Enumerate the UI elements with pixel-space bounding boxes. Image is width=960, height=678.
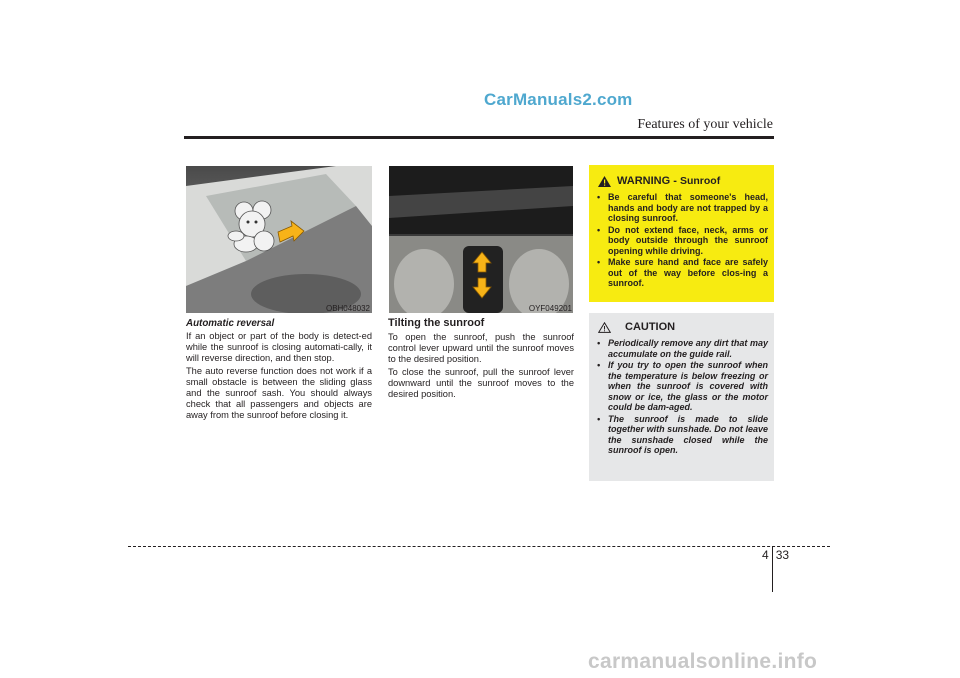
automatic-reversal-heading: Automatic reversal	[186, 318, 275, 329]
tilting-sunroof-heading: Tilting the sunroof	[388, 317, 485, 329]
caution-triangle-icon	[598, 322, 611, 333]
page-number	[762, 548, 789, 562]
footer-rule	[128, 546, 830, 547]
list-item: • Make sure hand and face are safely out of the way before clos-ing a sunroof.	[594, 257, 768, 289]
section-header-title: Features of your vehicle	[637, 117, 773, 132]
list-item: • Be careful that someone's head, hands and body are not trapped by a closing sunroof.	[594, 192, 768, 224]
sunroof-obstacle-illustration	[186, 166, 372, 313]
paragraph: To close the sunroof, pull the sunroof lever downward until the sunroof moves to the desired position.	[388, 367, 574, 399]
image-code-left: OBH048032	[325, 304, 370, 313]
sunroof-obstacle-photo	[186, 166, 372, 313]
left-column-text	[186, 318, 372, 423]
warning-title-prefix: WARNING -	[617, 175, 680, 187]
image-code-middle: OYF049201	[528, 304, 572, 313]
list-item: • If you try to open the sunroof when the temperature is below freezing or when the sunroof is covered with snow or ice, the glass or the motor could be dam-aged.	[594, 360, 768, 413]
caution-title: CAUTION	[625, 321, 676, 333]
paragraph: The auto reverse function does not work if a small obstacle is between the sliding glass and the sunroof sash. You should always check that all passengers and objects are away from the sunroof before closing it.	[186, 366, 372, 420]
warning-triangle-icon	[598, 176, 611, 187]
header-rule	[184, 136, 774, 139]
paragraph: If an object or part of the body is detect-ed while the sunroof is closing automati-cally, it will reverse direction, and then stop.	[186, 331, 372, 363]
watermark-bottom: carmanualsonline.info	[588, 650, 818, 673]
page-number-divider	[772, 546, 773, 592]
warning-list	[594, 192, 768, 290]
paragraph: To open the sunroof, push the sunroof control lever upward until the sunroof moves to the desired position.	[388, 332, 574, 364]
caution-box	[589, 313, 774, 481]
chapter-number: 4	[762, 548, 769, 562]
sunroof-lever-illustration	[389, 166, 573, 313]
page-number-value: 33	[775, 548, 790, 562]
watermark-top: CarManuals2.com	[484, 90, 633, 109]
warning-title	[617, 175, 720, 187]
list-item: • Do not extend face, neck, arms or body outside through the sunroof opening while driving.	[594, 225, 768, 257]
warning-box	[589, 165, 774, 302]
caution-list	[594, 338, 768, 457]
sunroof-control-lever-photo	[389, 166, 573, 313]
middle-column-text	[388, 318, 574, 402]
list-item: • Periodically remove any dirt that may accumulate on the guide rail.	[594, 338, 768, 359]
warning-title-topic: Sunroof	[679, 175, 721, 187]
list-item: • The sunroof is made to slide together with sunshade. Do not leave the sunshade closed while the sunroof is open.	[594, 414, 768, 456]
